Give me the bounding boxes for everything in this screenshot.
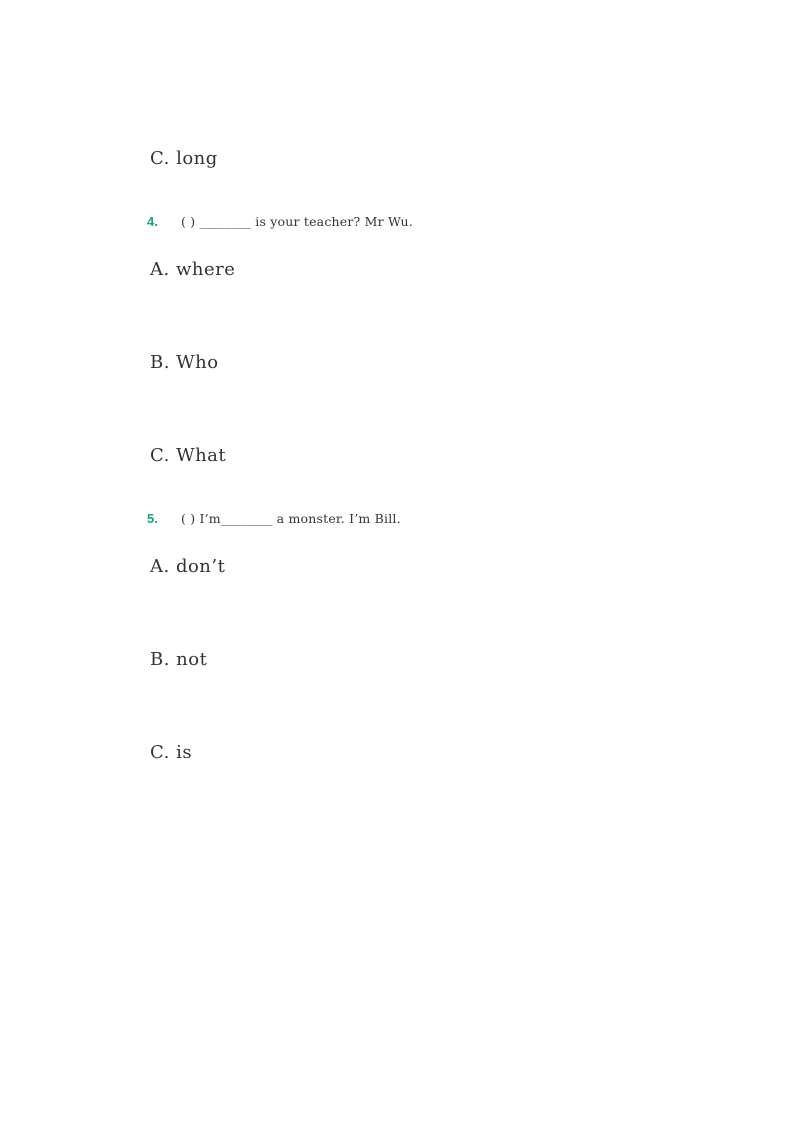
- option-c-is[interactable]: C. is: [150, 742, 193, 763]
- question-number: 4.: [147, 213, 158, 229]
- option-a-where[interactable]: A. where: [150, 259, 236, 280]
- question-text: ( ) I’m________ a monster. I’m Bill.: [181, 510, 401, 526]
- option-b-who[interactable]: B. Who: [150, 352, 219, 373]
- question-text: ( ) ________ is your teacher? Mr Wu.: [181, 213, 413, 229]
- question-5: [147, 508, 401, 528]
- question-number: 5.: [147, 510, 158, 526]
- option-a-dont[interactable]: A. don’t: [150, 556, 226, 577]
- option-b-not[interactable]: B. not: [150, 649, 208, 670]
- option-c-long[interactable]: C. long: [150, 148, 218, 169]
- option-c-what[interactable]: C. What: [150, 445, 227, 466]
- question-4: [147, 211, 413, 231]
